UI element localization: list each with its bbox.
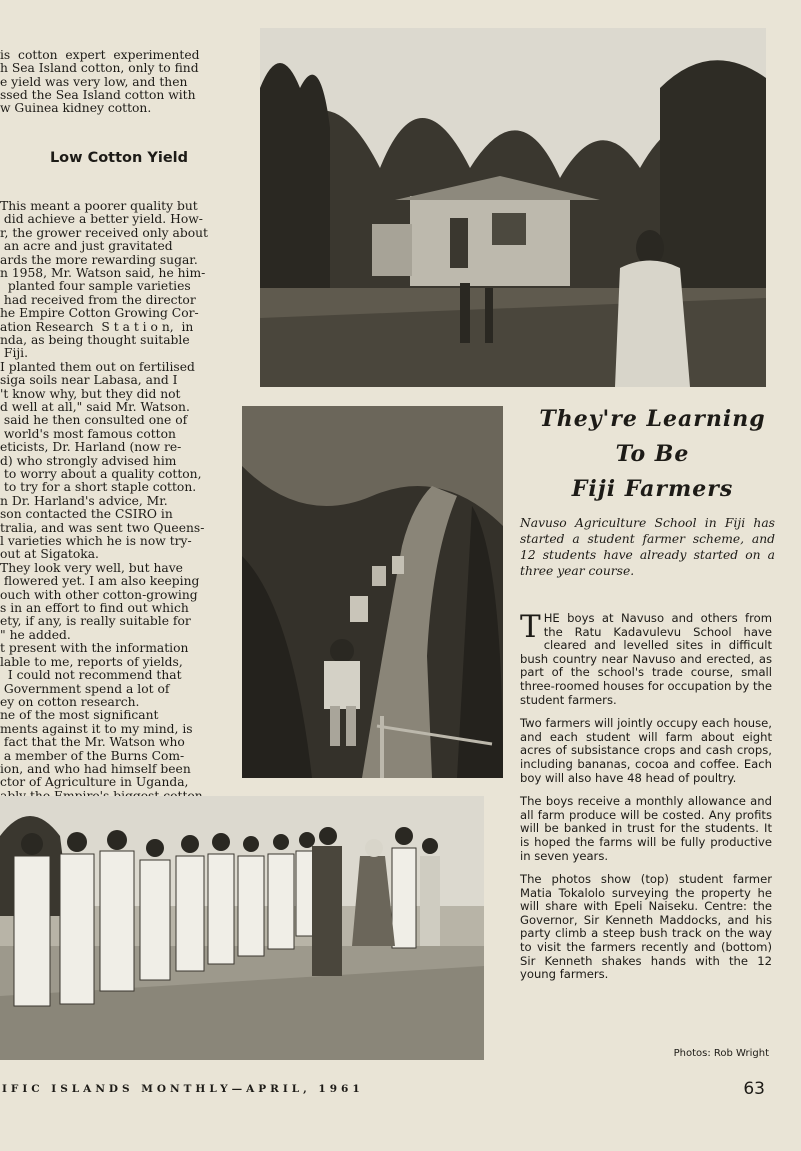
left-text-column bbox=[0, 22, 238, 910]
left-column-line: world's most famous cotton bbox=[0, 426, 176, 441]
drop-cap: T bbox=[520, 609, 541, 645]
left-column-line: is cotton expert experimented bbox=[0, 47, 200, 62]
article-body bbox=[520, 609, 772, 992]
left-column-line: out at Sigatoka. bbox=[0, 547, 99, 562]
left-column-line: Government spend a lot of bbox=[0, 681, 170, 696]
page-footer bbox=[0, 1081, 801, 1101]
photo-credit: Photos: Rob Wright bbox=[673, 1048, 769, 1059]
headline-line-3: Fiji Farmers bbox=[571, 476, 734, 502]
left-column-line: ouch with other cotton-growing bbox=[0, 587, 198, 602]
left-column-line: ards the more rewarding sugar. bbox=[0, 252, 198, 267]
left-column-line: ssed the Sea Island cotton with bbox=[0, 88, 196, 103]
left-column-line: ne of the most significant bbox=[0, 708, 159, 723]
left-column-line: flowered yet. I am also keeping bbox=[0, 574, 200, 589]
left-column-line: ments against it to my mind, is bbox=[0, 721, 193, 736]
article-paragraph-1: THE boys at Navuso and others from the Ratu Kadavulevu School have cleared and levelled sites in difficult bush country near Navuso and erected, as part of the school's trade course, small three-roomed houses for occupation by the student farmers. bbox=[520, 609, 772, 707]
left-column-line: They look very well, but have bbox=[0, 560, 183, 575]
left-column-line: siga soils near Labasa, and I bbox=[0, 373, 178, 388]
left-column-line: 't know why, but they did not bbox=[0, 386, 181, 401]
left-column-paragraph-1 bbox=[0, 49, 238, 116]
running-head: IFIC ISLANDS MONTHLY—APRIL, 1961 bbox=[2, 1083, 364, 1095]
photo-student-farmer-surveying bbox=[260, 28, 766, 387]
article-headline bbox=[510, 402, 795, 507]
left-column-line: w Guinea kidney cotton. bbox=[0, 101, 152, 116]
left-column-line: tralia, and was sent two Queens- bbox=[0, 520, 205, 535]
left-column-line: nda, as being thought suitable bbox=[0, 332, 190, 347]
headline-line-1: They're Learning bbox=[539, 406, 766, 432]
left-column-line: r, the grower received only about bbox=[0, 225, 208, 240]
article-paragraph-3: The boys receive a monthly allowance and all farm produce will be costed. Any profits will be banked in trust for the students. It is hoped the farms will be fully productive in seven years. bbox=[520, 794, 772, 863]
article-paragraph-4: The photos show (top) student farmer Matia Tokalolo surveying the property he will share with Epeli Naiseku. Centre: the Governor, Sir Kenneth Maddocks, and his party climb a steep bush track on the way to visit the farmers recently and (bottom) Sir Kenneth shakes hands with the 12 young farmers. bbox=[520, 872, 772, 982]
left-column-line: he Empire Cotton Growing Cor- bbox=[0, 306, 199, 321]
left-column-line: had received from the director bbox=[0, 292, 196, 307]
left-column-line: fact that the Mr. Watson who bbox=[0, 735, 185, 750]
left-column-line: Fiji. bbox=[0, 346, 29, 361]
left-column-line: planted four sample varieties bbox=[0, 279, 191, 294]
left-column-line: ctor of Agriculture in Uganda, bbox=[0, 775, 189, 790]
article-intro: Navuso Agriculture School in Fiji has started a student farmer scheme, and 12 students have already started on a three year course. bbox=[520, 516, 775, 578]
left-column-line: t present with the information bbox=[0, 641, 189, 656]
left-column-line: n 1958, Mr. Watson said, he him- bbox=[0, 265, 206, 280]
left-column-line: to worry about a quality cotton, bbox=[0, 467, 202, 481]
left-column-line: ion, and who had himself been bbox=[0, 761, 191, 776]
left-column-line: eticists, Dr. Harland (now re- bbox=[0, 440, 182, 455]
headline-line-2: To Be bbox=[615, 441, 690, 467]
photo-handshake-twelve-farmers bbox=[0, 796, 484, 1060]
left-column-paragraph-2 bbox=[0, 200, 238, 884]
left-column-line: ation Research S t a t i o n, in bbox=[0, 319, 194, 334]
left-column-line: I planted them out on fertilised bbox=[0, 359, 195, 374]
left-column-line: d) who strongly advised him bbox=[0, 453, 177, 468]
left-column-line: did achieve a better yield. How- bbox=[0, 212, 203, 227]
left-column-line: " he added. bbox=[0, 627, 71, 642]
left-column-line: e yield was very low, and then bbox=[0, 74, 188, 89]
left-column-line: ey on cotton research. bbox=[0, 694, 140, 709]
left-column-line: s in an effort to find out which bbox=[0, 601, 189, 616]
left-column-line: a member of the Burns Com- bbox=[0, 748, 185, 763]
page-number: 63 bbox=[743, 1079, 765, 1099]
left-column-line: This meant a poorer quality but bbox=[0, 198, 198, 213]
left-column-line: l varieties which he is now try- bbox=[0, 534, 192, 549]
left-column-line: I could not recommend that bbox=[0, 668, 182, 683]
article-paragraph-2: Two farmers will jointly occupy each house, and each student will farm about eight acres of subsistance crops and cash crops, including bananas, cocoa and coffee. Each boy will also have 48 head of poultry. bbox=[520, 716, 772, 785]
left-column-line: lable to me, reports of yields, bbox=[0, 654, 183, 669]
left-column-line: son contacted the CSIRO in bbox=[0, 507, 173, 522]
left-column-line: to try for a short staple cotton. bbox=[0, 480, 197, 495]
left-column-line: h Sea Island cotton, only to find bbox=[0, 61, 199, 76]
left-column-line: ety, if any, is really suitable for bbox=[0, 614, 191, 629]
subhead-low-cotton-yield: Low Cotton Yield bbox=[49, 149, 189, 166]
photo-governor-bush-track bbox=[242, 406, 503, 778]
left-column-line: n Dr. Harland's advice, Mr. bbox=[0, 493, 168, 508]
left-column-line: an acre and just gravitated bbox=[0, 239, 173, 254]
left-column-line: said he then consulted one of bbox=[0, 413, 188, 428]
left-column-line: d well at all," said Mr. Watson. bbox=[0, 399, 190, 414]
